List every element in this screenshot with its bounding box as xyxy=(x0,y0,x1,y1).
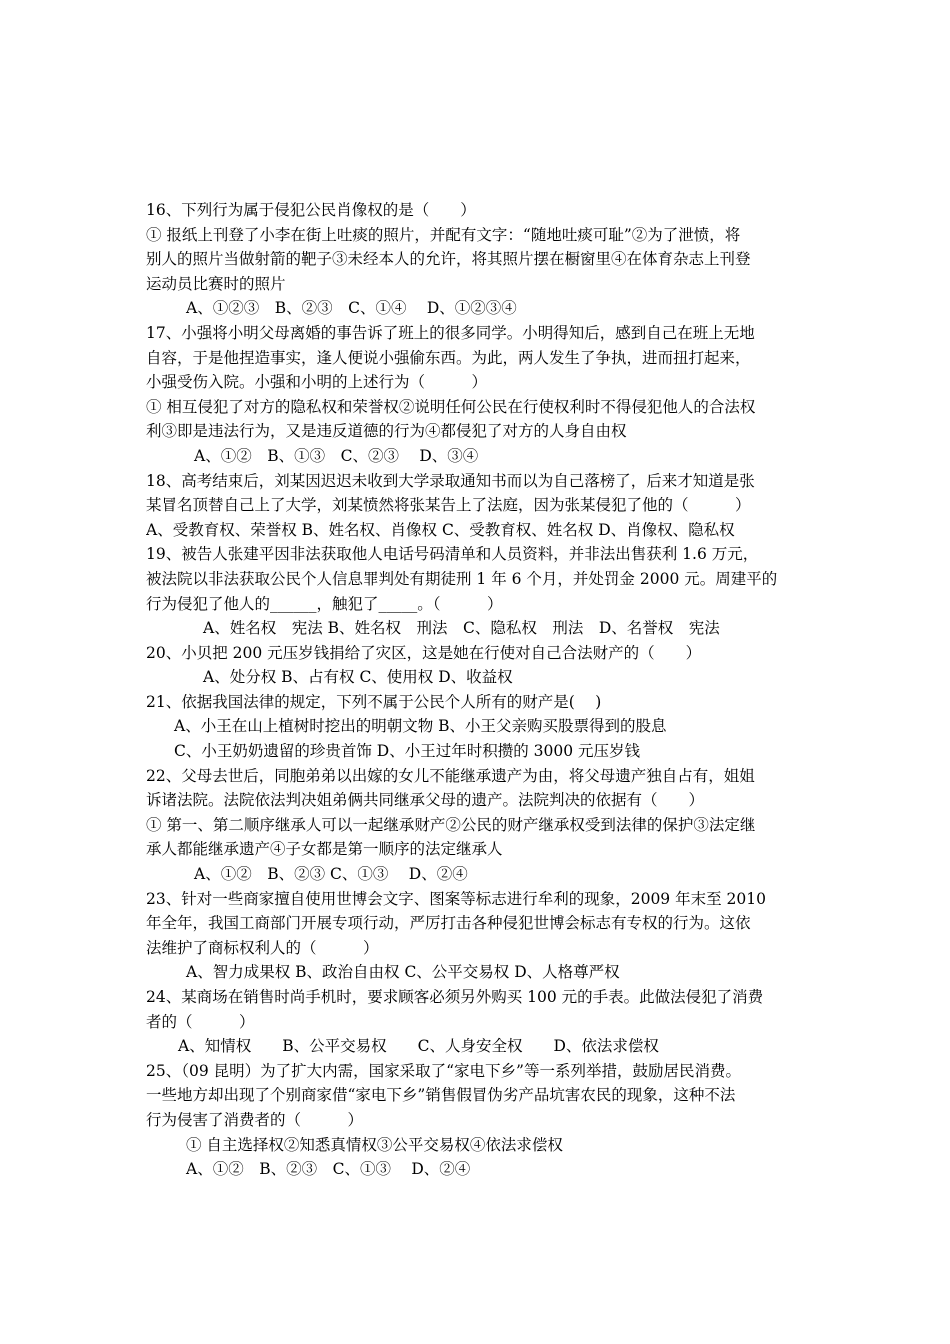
question-17-text: 利③即是违法行为，又是违反道德的行为④都侵犯了对方的人身自由权 xyxy=(146,422,627,441)
question-19-options: A、姓名权 宪法 B、姓名权 刑法 C、隐私权 刑法 D、名誉权 宪法 xyxy=(203,619,720,638)
question-20-options: A、处分权 B、占有权 C、使用权 D、收益权 xyxy=(203,668,513,687)
question-16-text: 运动员比赛时的照片 xyxy=(146,274,286,293)
question-22-text: ① 第一、第二顺序继承人可以一起继承财产②公民的财产继承权受到法律的保护③法定继 xyxy=(146,815,756,834)
question-list xyxy=(146,198,810,1182)
question-23-text: 年全年，我国工商部门开展专项行动，严厉打击各种侵犯世博会标志有专权的行为。这依 xyxy=(146,914,751,933)
question-17-text: 自容，于是他捏造事实，逢人便说小强偷东西。为此，两人发生了争执，进而扭打起来， xyxy=(146,348,751,367)
question-25-text: 一些地方却出现了个别商家借“家电下乡”销售假冒伪劣产品坑害农民的现象，这种不法 xyxy=(146,1086,736,1105)
question-22-stem: 22、父母去世后，同胞弟弟以出嫁的女儿不能继承遗产为由，将父母遗产独自占有，姐姐 xyxy=(146,766,755,785)
question-19-text: 被法院以非法获取公民个人信息罪判处有期徒刑 1 年 6 个月，并处罚金 2000 元。周建平的 xyxy=(146,569,778,588)
question-16-stem: 16、下列行为属于侵犯公民肖像权的是（ ） xyxy=(146,201,476,219)
question-21-stem: 21、依据我国法律的规定，下列不属于公民个人所有的财产是( ) xyxy=(146,692,602,711)
question-21-options: A、小王在山上植树时挖出的明朝文物 B、小王父亲购买股票得到的股息 xyxy=(174,717,667,736)
question-25-text: 行为侵害了消费者的（ ） xyxy=(146,1110,364,1129)
question-23-text: 法维护了商标权利人的（ ） xyxy=(146,938,379,957)
question-25-stem: 25、（09 昆明）为了扩大内需，国家采取了“家电下乡”等一系列举措，鼓励居民消费。 xyxy=(146,1061,741,1080)
question-22-options: A、①② B、②③ C、①③ D、②④ xyxy=(194,865,468,884)
question-23-stem: 23、针对一些商家擅自使用世博会文字、图案等标志进行牟利的现象，2009 年末至 2010 xyxy=(146,889,766,908)
question-24-text: 者的（ ） xyxy=(146,1012,255,1031)
question-16-options: A、①②③ B、②③ C、①④ D、①②③④ xyxy=(186,299,517,318)
question-25-statements: ① 自主选择权②知悉真情权③公平交易权④依法求偿权 xyxy=(186,1135,563,1154)
question-19-stem: 19、被告人张建平因非法获取他人电话号码清单和人员资料，并非法出售获利 1.6 万元， xyxy=(146,545,759,564)
question-24-options: A、知情权 B、公平交易权 C、人身安全权 D、依法求偿权 xyxy=(178,1037,659,1056)
question-22-text: 承人都能继承遗产④子女都是第一顺序的法定继承人 xyxy=(146,840,503,859)
question-19-text: 行为侵犯了他人的______，触犯了_____。（ ） xyxy=(146,594,503,613)
question-17-stem: 17、小强将小明父母离婚的事告诉了班上的很多同学。小明得知后，感到自己在班上无地 xyxy=(146,323,755,342)
question-21-options: C、小王奶奶遗留的珍贵首饰 D、小王过年时积攒的 3000 元压岁钱 xyxy=(174,742,641,761)
question-17-options: A、①② B、①③ C、②③ D、③④ xyxy=(194,446,479,465)
question-22-text: 诉诸法院。法院依法判决姐弟俩共同继承父母的遗产。法院判决的依据有（ ） xyxy=(146,791,705,810)
question-24-stem: 24、某商场在销售时尚手机时，要求顾客必须另外购买 100 元的手表。此做法侵犯了消费 xyxy=(146,988,764,1006)
question-17-text: 小强受伤入院。小强和小明的上述行为（ ） xyxy=(146,373,488,392)
question-18-text: 某冒名顶替自己上了大学，刘某愤然将张某告上了法庭，因为张某侵犯了他的（ ） xyxy=(146,496,751,515)
question-16-text: ① 报纸上刊登了小李在街上吐痰的照片，并配有文字：“随地吐痰可耻”②为了泄愤，将 xyxy=(146,225,741,244)
question-18-stem: 18、高考结束后，刘某因迟迟未收到大学录取通知书而以为自己落榜了，后来才知道是张 xyxy=(146,471,755,490)
question-20-stem: 20、小贝把 200 元压岁钱捐给了灾区，这是她在行使对自己合法财产的（ ） xyxy=(146,643,702,662)
question-23-options: A、智力成果权 B、政治自由权 C、公平交易权 D、人格尊严权 xyxy=(186,963,620,982)
question-17-text: ① 相互侵犯了对方的隐私权和荣誉权②说明任何公民在行使权利时不得侵犯他人的合法权 xyxy=(146,397,756,416)
question-25-options: A、①② B、②③ C、①③ D、②④ xyxy=(186,1160,471,1179)
question-18-options: A、受教育权、荣誉权 B、姓名权、肖像权 C、受教育权、姓名权 D、肖像权、隐私权 xyxy=(146,520,735,539)
question-16-text: 别人的照片当做射箭的靶子③未经本人的允许，将其照片摆在橱窗里④在体育杂志上刊登 xyxy=(146,250,751,269)
